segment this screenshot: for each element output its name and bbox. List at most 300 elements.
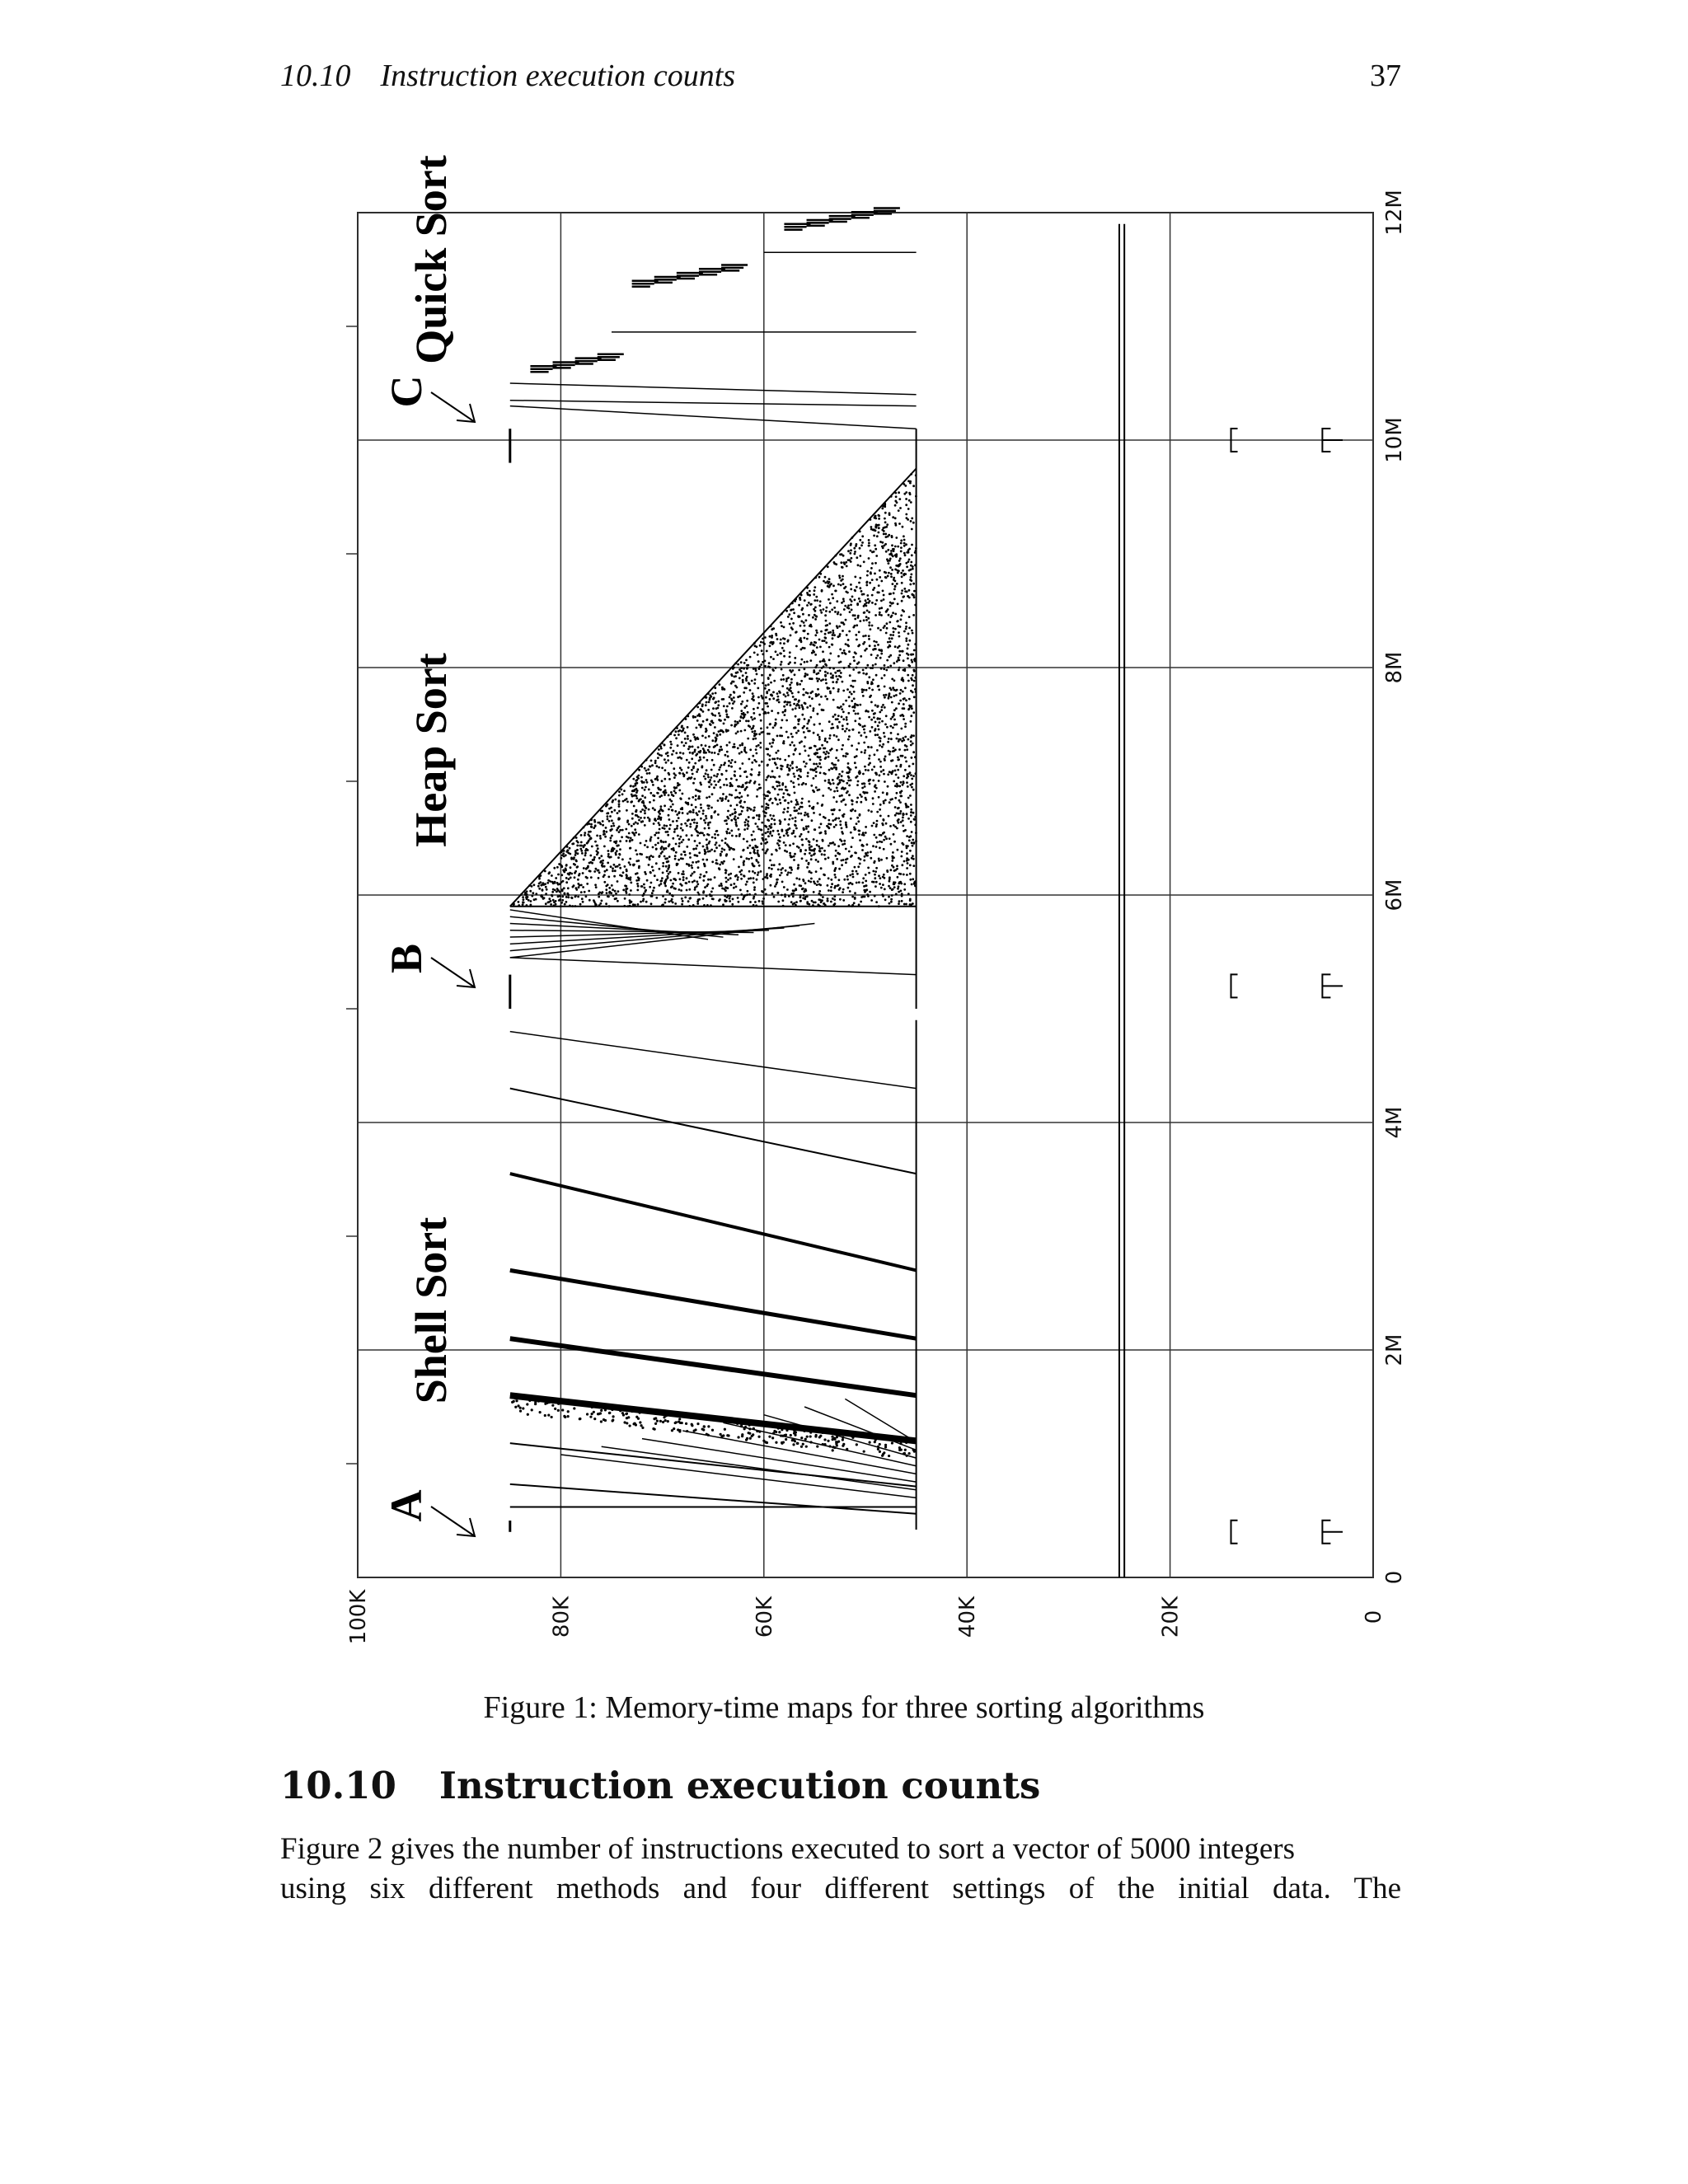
heap-dot	[825, 610, 828, 612]
heap-dot	[601, 900, 603, 902]
heap-dot	[878, 532, 880, 534]
heap-dot	[615, 854, 617, 856]
heap-dot	[722, 731, 724, 733]
heap-dot	[648, 808, 650, 811]
heap-dot	[674, 858, 677, 860]
heap-dot	[894, 613, 897, 616]
shell-dot	[683, 1415, 686, 1418]
heap-dot	[832, 861, 834, 864]
heap-dot	[876, 733, 879, 736]
heap-dot	[891, 894, 893, 897]
heap-dot	[676, 813, 678, 816]
heap-dot	[886, 659, 889, 662]
heap-dot	[878, 592, 880, 594]
heap-dot	[688, 762, 691, 764]
heap-dot	[732, 746, 734, 748]
heap-dot	[771, 628, 773, 630]
heap-dot	[616, 850, 618, 852]
heap-dot	[853, 697, 856, 700]
heap-dot	[908, 698, 911, 701]
heap-dot	[797, 729, 799, 732]
heap-dot	[752, 727, 754, 729]
heap-dot	[879, 883, 881, 885]
shell-dot	[821, 1432, 823, 1434]
heap-dot	[757, 874, 759, 876]
heap-dot	[787, 823, 790, 826]
heap-dot	[856, 543, 858, 546]
heap-dot	[799, 806, 802, 808]
heap-dot	[859, 724, 861, 726]
heap-dot	[780, 767, 782, 770]
heap-dot	[867, 867, 870, 869]
shell-dot	[751, 1435, 753, 1437]
heap-dot	[752, 870, 754, 873]
heap-dot	[715, 784, 717, 786]
heap-dot	[768, 689, 771, 691]
shell-dot	[557, 1403, 560, 1405]
heap-dot	[606, 892, 608, 894]
heap-dot	[769, 743, 771, 745]
heap-dot	[767, 712, 770, 715]
heap-dot	[892, 851, 894, 854]
heap-dot	[682, 793, 684, 795]
heap-dot	[669, 799, 672, 801]
heap-dot	[899, 791, 902, 794]
shell-dot	[906, 1455, 908, 1457]
heap-dot	[579, 845, 581, 847]
heap-dot	[824, 817, 827, 819]
heap-dot	[828, 720, 831, 723]
heap-dot	[758, 668, 761, 670]
heap-dot	[720, 797, 722, 799]
heap-dot	[795, 598, 797, 601]
shell-dot	[846, 1448, 848, 1451]
heap-dot	[659, 813, 661, 815]
heap-dot	[829, 842, 832, 845]
heap-dot	[803, 731, 805, 733]
heap-dot	[753, 717, 756, 719]
shell-dot	[593, 1418, 596, 1420]
heap-dot	[787, 640, 790, 642]
heap-dot	[863, 619, 865, 621]
shell-dot	[724, 1428, 726, 1431]
heap-dot	[708, 746, 710, 748]
heap-dot	[588, 869, 591, 872]
heap-dot	[784, 701, 786, 703]
heap-dot	[779, 874, 781, 877]
heap-dot	[783, 835, 785, 837]
heap-dot	[677, 785, 679, 787]
heap-dot	[692, 811, 695, 813]
heap-dot	[710, 904, 712, 907]
heap-dot	[804, 625, 806, 627]
heap-dot	[741, 744, 743, 747]
heap-dot	[824, 674, 827, 677]
heap-dot	[879, 846, 881, 849]
heap-dot	[746, 857, 748, 860]
heap-dot	[818, 738, 821, 741]
heap-dot	[619, 867, 621, 869]
heap-dot	[859, 531, 861, 533]
heap-dot	[870, 526, 873, 528]
heap-dot	[696, 830, 698, 832]
heap-dot	[855, 766, 857, 769]
heap-dot	[876, 705, 879, 708]
heap-dot	[734, 724, 737, 726]
heap-dot	[892, 750, 894, 752]
heap-dot	[821, 853, 823, 855]
shell-dot	[528, 1399, 531, 1402]
heap-dot	[659, 828, 661, 831]
heap-dot	[692, 782, 695, 785]
heap-dot	[808, 719, 810, 722]
heap-dot	[847, 639, 850, 641]
heap-dot	[735, 672, 738, 674]
heap-dot	[762, 638, 764, 640]
heap-dot	[900, 614, 903, 616]
heap-dot	[894, 814, 897, 817]
heap-dot	[764, 825, 767, 827]
heap-dot	[526, 898, 528, 900]
heap-dot	[724, 837, 727, 840]
heap-dot	[799, 742, 801, 744]
heap-dot	[889, 801, 891, 804]
heap-dot	[710, 783, 713, 785]
heap-dot	[806, 661, 809, 663]
heap-dot	[715, 846, 718, 849]
heap-dot	[720, 851, 723, 853]
heap-dot	[887, 560, 889, 562]
heap-dot	[714, 745, 716, 748]
heap-dot	[644, 767, 646, 770]
heap-dot	[666, 870, 668, 873]
heap-dot	[704, 886, 706, 888]
heap-dot	[626, 869, 628, 871]
heap-dot	[684, 823, 687, 825]
heap-dot	[729, 804, 732, 807]
heap-dot	[784, 896, 786, 898]
heap-dot	[570, 866, 572, 869]
heap-dot	[557, 895, 560, 898]
heap-dot	[856, 817, 859, 819]
heap-dot	[842, 786, 844, 789]
heap-dot	[543, 897, 546, 899]
heap-dot	[902, 596, 904, 598]
heap-dot	[564, 903, 566, 906]
heap-dot	[725, 900, 728, 902]
heap-dot	[856, 755, 858, 757]
heap-dot	[893, 841, 896, 843]
heap-dot	[829, 653, 832, 655]
heap-dot	[869, 730, 871, 733]
heap-dot	[831, 608, 833, 611]
heap-dot	[847, 550, 850, 552]
heap-dot	[894, 504, 897, 507]
heap-dot	[813, 707, 815, 710]
heap-dot	[728, 846, 730, 849]
heap-dot	[884, 696, 886, 699]
heap-dot	[757, 826, 759, 828]
shell-dot	[544, 1414, 546, 1417]
heap-dot	[851, 706, 854, 709]
heap-dot	[707, 692, 710, 695]
heap-dot	[912, 812, 915, 814]
heap-dot	[809, 846, 811, 849]
heap-dot	[659, 824, 661, 827]
heap-dot	[644, 844, 646, 846]
heap-dot	[786, 811, 789, 813]
address-tick-label: 20K	[1158, 1596, 1184, 1638]
heap-dot	[851, 799, 853, 802]
shell-dot	[748, 1424, 751, 1427]
heap-dot	[854, 576, 856, 579]
heap-dot	[772, 830, 775, 832]
heap-dot	[808, 614, 810, 616]
heap-dot	[647, 768, 649, 771]
heap-dot	[814, 644, 816, 647]
heap-dot	[621, 858, 624, 860]
heap-dot	[682, 900, 684, 902]
heap-dot	[802, 647, 804, 649]
heap-dot	[728, 760, 730, 762]
heap-dot	[635, 822, 637, 824]
heap-dot	[874, 790, 876, 793]
heap-dot	[871, 825, 874, 827]
heap-dot	[878, 527, 880, 529]
heap-dot	[881, 677, 884, 680]
heap-dot	[829, 734, 832, 737]
heap-dot	[641, 781, 644, 784]
heap-dot	[901, 678, 903, 681]
heap-dot	[887, 549, 889, 551]
heap-dot	[906, 653, 908, 655]
heap-dot	[704, 827, 706, 830]
heap-dot	[868, 872, 870, 874]
shell-dot	[746, 1437, 748, 1440]
heap-dot	[874, 562, 877, 565]
heap-dot	[699, 781, 701, 784]
heap-dot	[762, 708, 764, 710]
heap-dot	[727, 818, 729, 820]
heap-dot	[907, 674, 909, 677]
heap-dot	[875, 674, 878, 677]
heap-dot	[851, 596, 854, 598]
heap-dot	[893, 866, 895, 869]
heap-dot	[829, 631, 832, 634]
heap-dot	[651, 866, 654, 869]
heap-dot	[615, 865, 617, 868]
heap-dot	[824, 582, 827, 584]
heap-dot	[864, 752, 866, 754]
heap-dot	[792, 832, 795, 834]
heap-dot	[805, 838, 808, 841]
heap-dot	[888, 534, 890, 537]
heap-dot	[871, 710, 874, 712]
heap-dot	[702, 879, 705, 882]
heap-dot	[874, 885, 877, 888]
heap-dot	[649, 772, 651, 775]
heap-dot	[767, 733, 769, 735]
heap-dot	[722, 793, 724, 795]
heap-dot	[672, 895, 674, 898]
heap-dot	[879, 612, 881, 614]
heap-dot	[615, 893, 617, 895]
heap-dot	[874, 753, 876, 756]
shell-dot	[707, 1425, 710, 1427]
heap-dot	[530, 900, 532, 902]
heap-dot	[638, 819, 640, 822]
heap-dot	[824, 576, 827, 579]
heap-dot	[770, 625, 772, 627]
shell-dot	[531, 1408, 533, 1411]
shell-dot	[792, 1443, 795, 1446]
heap-dot	[667, 831, 669, 833]
heap-dot	[891, 855, 893, 858]
heap-dot	[854, 897, 856, 899]
heap-dot	[618, 805, 621, 808]
heap-dot	[688, 881, 691, 883]
heap-dot	[878, 858, 880, 860]
heap-dot	[710, 752, 713, 754]
shell-dot	[612, 1415, 614, 1418]
heap-dot	[769, 755, 771, 757]
heap-dot	[623, 905, 626, 907]
heap-dot	[841, 621, 843, 624]
heap-dot	[767, 835, 770, 837]
heap-dot	[891, 536, 893, 538]
running-head-section-number: 10.10	[280, 59, 351, 93]
shell-dot	[891, 1441, 893, 1444]
heap-dot	[754, 734, 757, 737]
heap-dot	[881, 541, 884, 544]
heap-dot	[909, 903, 912, 906]
heap-dot	[906, 860, 908, 862]
heap-dot	[830, 583, 832, 585]
heap-dot	[705, 744, 707, 747]
heap-dot	[694, 762, 696, 765]
heap-dot	[651, 892, 654, 894]
heap-dot	[754, 678, 757, 681]
heap-dot	[861, 787, 864, 790]
heap-dot	[568, 878, 570, 880]
heap-dot	[715, 844, 717, 846]
heap-dot	[778, 701, 781, 704]
heap-dot	[819, 748, 822, 750]
heap-dot	[708, 827, 710, 829]
heap-dot	[663, 778, 666, 780]
heap-dot	[762, 641, 765, 644]
heap-dot	[889, 566, 892, 569]
heap-dot	[900, 764, 903, 766]
heap-dot	[691, 804, 693, 806]
heap-dot	[806, 866, 809, 869]
heap-dot	[793, 855, 795, 858]
heap-dot	[791, 741, 794, 743]
heap-dot	[673, 790, 676, 792]
heap-dot	[570, 897, 573, 899]
trace-marks	[510, 208, 1343, 1577]
heap-dot	[567, 873, 570, 875]
heap-dot	[769, 814, 771, 817]
heap-dot	[749, 656, 752, 658]
heap-dot	[819, 756, 822, 758]
heap-dot	[787, 793, 790, 795]
heap-dot	[910, 740, 912, 743]
heap-dot	[635, 780, 637, 782]
heap-dot	[859, 771, 861, 774]
heap-dot	[787, 802, 790, 804]
heap-dot	[767, 831, 769, 833]
heap-dot	[781, 782, 784, 785]
heap-dot	[818, 704, 821, 706]
heap-dot	[907, 508, 910, 510]
heap-dot	[899, 795, 902, 798]
heap-dot	[709, 841, 711, 843]
heap-dot	[771, 758, 774, 761]
heap-dot	[757, 687, 759, 690]
heap-dot	[663, 804, 666, 807]
heap-dot	[859, 600, 861, 602]
heap-dot	[681, 903, 683, 906]
heap-dot	[873, 713, 875, 715]
heap-dot	[785, 844, 787, 846]
heap-dot	[520, 893, 523, 896]
heap-dot	[909, 482, 912, 485]
heap-dot	[877, 717, 879, 719]
heap-dot	[577, 883, 579, 885]
heap-dot	[849, 598, 851, 601]
heap-dot	[771, 694, 773, 696]
heap-dot	[894, 797, 897, 799]
heap-dot	[820, 679, 823, 682]
heap-dot	[771, 868, 773, 870]
time-tick-label: 4M	[1382, 1106, 1407, 1139]
heap-dot	[839, 823, 842, 826]
heap-dot	[833, 869, 836, 872]
heap-dot	[846, 875, 849, 878]
heap-dot	[795, 799, 798, 801]
heap-dot	[691, 834, 693, 837]
heap-dot	[907, 658, 909, 660]
shell-dot	[641, 1410, 644, 1413]
heap-dot	[876, 654, 879, 657]
heap-dot	[772, 658, 775, 660]
heap-dot	[726, 744, 729, 747]
heap-dot	[903, 535, 905, 537]
heap-dot	[842, 598, 845, 600]
heap-dot	[675, 786, 678, 789]
heap-dot	[652, 855, 654, 858]
heap-dot	[653, 823, 655, 825]
heap-dot	[813, 850, 815, 852]
heap-dot	[777, 901, 780, 903]
heap-dot	[830, 879, 832, 881]
heap-dot	[556, 866, 559, 869]
heap-dot	[725, 770, 728, 772]
heap-dot	[835, 766, 837, 769]
heap-dot	[868, 716, 870, 719]
heap-dot	[725, 831, 728, 833]
heap-dot	[815, 859, 818, 861]
heap-dot	[656, 879, 659, 881]
heap-dot	[797, 866, 799, 869]
heap-dot	[878, 780, 880, 782]
heap-dot	[905, 491, 907, 494]
heap-dot	[871, 769, 874, 771]
heap-dot	[732, 702, 734, 705]
heap-dot	[771, 710, 773, 712]
heap-dot	[589, 831, 592, 833]
